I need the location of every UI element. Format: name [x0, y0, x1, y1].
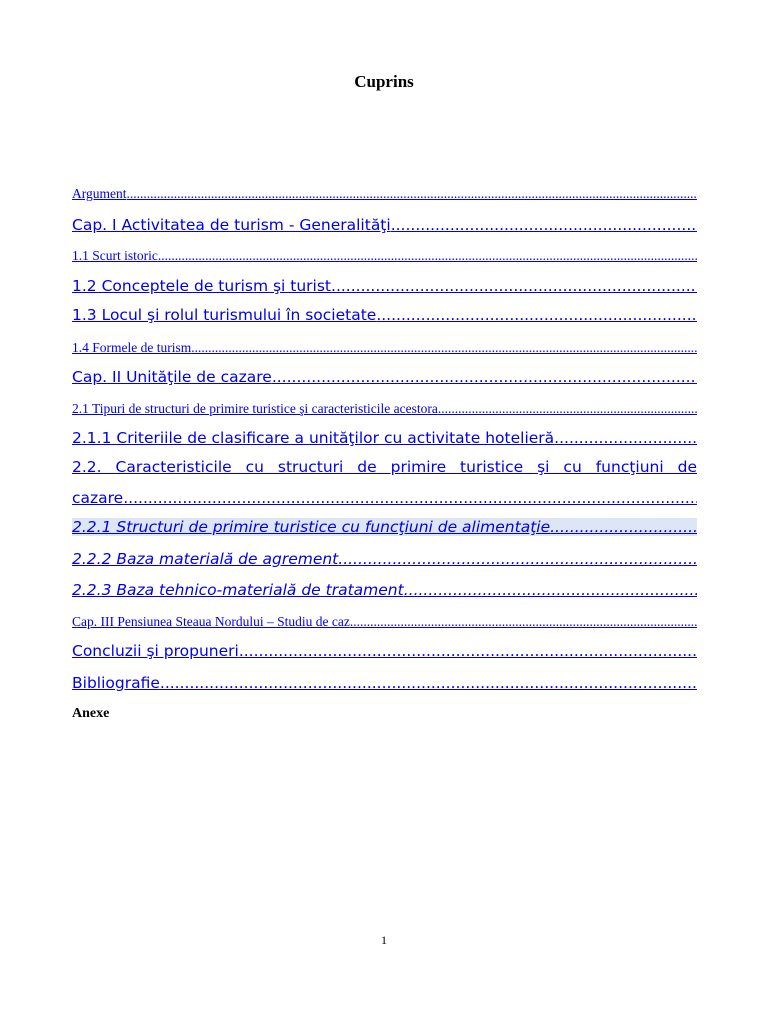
- toc-leader: [554, 429, 697, 447]
- toc-leader: [191, 340, 697, 356]
- toc-label: 2.2.2 Baza materială de agrement: [72, 550, 339, 568]
- toc-link-concluzii[interactable]: [72, 642, 697, 660]
- toc-link-cap3[interactable]: [72, 614, 697, 630]
- toc-label: Bibliografie: [72, 674, 160, 692]
- toc-label: 2.2.1 Structuri de primire turistice cu funcţiuni de alimentaţie: [72, 518, 551, 536]
- toc-leader: [160, 674, 697, 692]
- toc-label: 2.2.3 Baza tehnico-materială de tratament: [72, 581, 404, 599]
- toc-link-1-1[interactable]: [72, 248, 697, 264]
- toc-leader: [550, 518, 697, 536]
- toc-leader: [438, 401, 697, 417]
- toc-leader: [127, 186, 698, 202]
- toc-label: 1.1 Scurt istoric: [72, 248, 158, 263]
- toc-label: Cap. I Activitatea de turism - Generalităţi: [72, 216, 391, 234]
- toc-link-cap2[interactable]: [72, 368, 697, 386]
- toc-leader: [350, 614, 697, 630]
- toc-leader: [338, 550, 697, 568]
- toc-label: Concluzii şi propuneri: [72, 642, 239, 660]
- toc-link-1-3[interactable]: [72, 306, 697, 324]
- toc-label: Cap. II Unităţile de cazare: [72, 368, 272, 386]
- toc-leader: [391, 216, 697, 234]
- toc-leader: [272, 368, 697, 386]
- toc-leader: [123, 489, 697, 507]
- toc-link-1-4[interactable]: [72, 340, 697, 356]
- toc-leader: [376, 306, 697, 324]
- toc-link-bibliografie[interactable]: [72, 674, 697, 692]
- toc-label: 2.1.1 Criteriile de clasificare a unităţilor cu activitate hotelieră: [72, 429, 555, 447]
- toc-link-2-2-3[interactable]: [72, 581, 697, 599]
- toc-leader: [404, 581, 697, 599]
- toc-leader: [331, 277, 697, 295]
- toc-link-2-2-line1[interactable]: 2.2. Caracteristicile cu structuri de primire turistice şi cu funcţiuni de: [72, 458, 697, 476]
- toc-link-argument[interactable]: [72, 186, 697, 202]
- toc-link-2-1[interactable]: [72, 401, 697, 417]
- toc-label: Argument: [72, 186, 127, 201]
- toc-label: 1.4 Formele de turism: [72, 340, 192, 355]
- toc-link-2-2-2[interactable]: [72, 550, 697, 568]
- toc-leader: [158, 248, 697, 264]
- toc-link-2-2-line2[interactable]: [72, 489, 697, 507]
- toc-leader: [239, 642, 697, 660]
- page-number: 1: [381, 933, 387, 947]
- toc-item-anexe: Anexe: [72, 706, 110, 721]
- page-title: Cuprins: [354, 72, 414, 91]
- toc-label: 1.3 Locul şi rolul turismului în societate: [72, 306, 377, 324]
- toc-label: cazare: [72, 489, 124, 507]
- toc-link-2-1-1[interactable]: [72, 429, 697, 447]
- toc-label: Cap. III Pensiunea Steaua Nordului – Studiu de caz: [72, 614, 350, 629]
- toc-link-cap1[interactable]: [72, 216, 697, 234]
- toc-label: 2.1 Tipuri de structuri de primire turistice şi caracteristicile acestora: [72, 401, 438, 416]
- toc-link-2-2-1[interactable]: [72, 518, 697, 536]
- toc-label: 1.2 Conceptele de turism şi turist: [72, 277, 332, 295]
- toc-link-1-2[interactable]: [72, 277, 697, 295]
